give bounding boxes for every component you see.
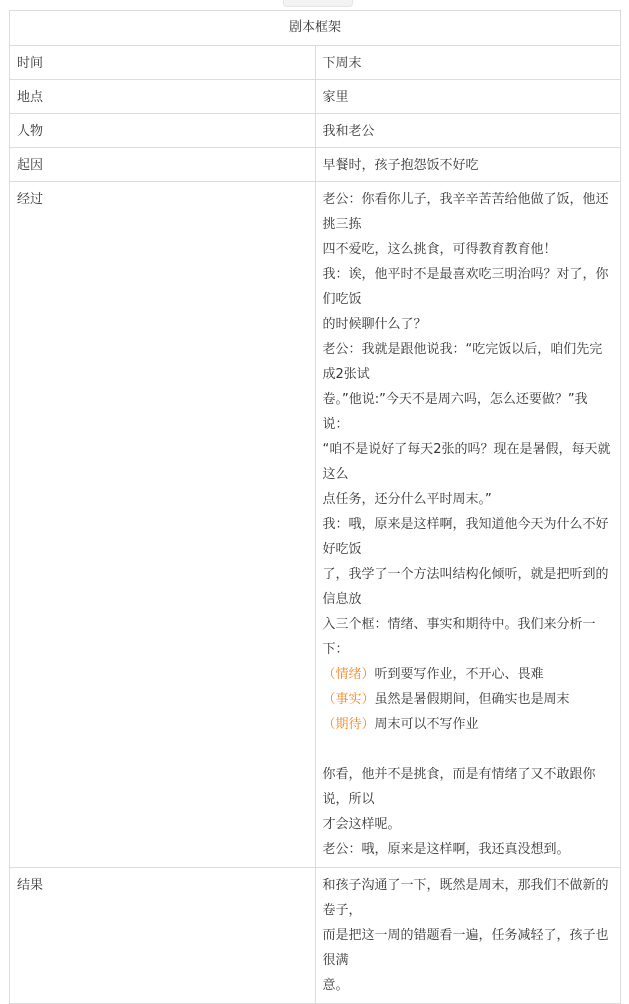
row-label-cause: 起因	[10, 148, 316, 182]
row-label-result: 结果	[10, 868, 316, 1004]
row-value-time: 下周末	[315, 46, 621, 80]
process-line: 老公：我就是跟他说我：“吃完饭以后，咱们先完成2张试	[322, 342, 603, 382]
table-row-result	[10, 868, 621, 1004]
process-line: 的时候聊什么了？	[322, 317, 427, 332]
process-line: 卷。”他说:”今天不是周六吗，怎么还要做？”我说：	[322, 392, 588, 432]
row-label-process: 经过	[10, 182, 316, 868]
result-line: 而是把这一周的错题看一遍，任务减轻了，孩子也很满	[322, 928, 609, 968]
process-line: 我：哦，原来是这样啊，我知道他今天为什么不好好吃饭	[322, 517, 609, 557]
row-label-time: 时间	[10, 46, 316, 80]
analysis-text: 虽然是暑假期间，但确实也是周末	[374, 692, 570, 707]
table-row-people	[10, 114, 621, 148]
top-tab-handle	[283, 0, 353, 7]
row-value-place: 家里	[315, 80, 621, 114]
row-label-place: 地点	[10, 80, 316, 114]
row-value-cause: 早餐时，孩子抱怨饭不好吃	[315, 148, 621, 182]
process-after-line: 老公：哦，原来是这样啊，我还真没想到。	[322, 842, 570, 857]
table-header-row	[10, 11, 621, 46]
process-line: 入三个框：情绪、事实和期待中。我们来分析一下：	[322, 617, 596, 657]
analysis-tag: （情绪）	[322, 667, 375, 682]
process-line: 了，我学了一个方法叫结构化倾听，就是把听到的信息放	[322, 567, 609, 607]
blank-line	[323, 737, 614, 762]
analysis-item-emotion	[323, 662, 614, 687]
script-framework-table	[9, 10, 621, 1004]
row-label-people: 人物	[10, 114, 316, 148]
table-title: 剧本框架	[10, 11, 621, 46]
row-value-process	[315, 182, 621, 868]
process-line: 我：诶，他平时不是最喜欢吃三明治吗？对了，你们吃饭	[322, 267, 609, 307]
analysis-item-fact	[323, 687, 614, 712]
row-value-result	[315, 868, 621, 1004]
table-row-place	[10, 80, 621, 114]
process-line: 老公：你看你儿子，我辛辛苦苦给他做了饭，他还挑三拣	[322, 192, 609, 232]
analysis-text: 听到要写作业，不开心、畏难	[374, 667, 544, 682]
analysis-item-expectation	[323, 712, 614, 737]
process-after-line: 才会这样呢。	[322, 817, 401, 832]
process-after-line: 你看，他并不是挑食，而是有情绪了又不敢跟你说，所以	[322, 767, 596, 807]
process-line: 点任务，还分什么平时周末。”	[322, 492, 492, 507]
result-line: 和孩子沟通了一下，既然是周末，那我们不做新的卷子，	[322, 878, 609, 918]
analysis-tag: （事实）	[322, 692, 375, 707]
table-row-process	[10, 182, 621, 868]
row-value-people: 我和老公	[315, 114, 621, 148]
analysis-tag: （期待）	[322, 717, 375, 732]
analysis-text: 周末可以不写作业	[374, 717, 479, 732]
process-line: “咱不是说好了每天2张的吗？现在是暑假，每天就这么	[322, 442, 611, 482]
table-row-time	[10, 46, 621, 80]
result-line: 意。	[322, 978, 349, 993]
process-line: 四不爱吃，这么挑食，可得教育教育他！	[322, 242, 557, 257]
table-row-cause	[10, 148, 621, 182]
